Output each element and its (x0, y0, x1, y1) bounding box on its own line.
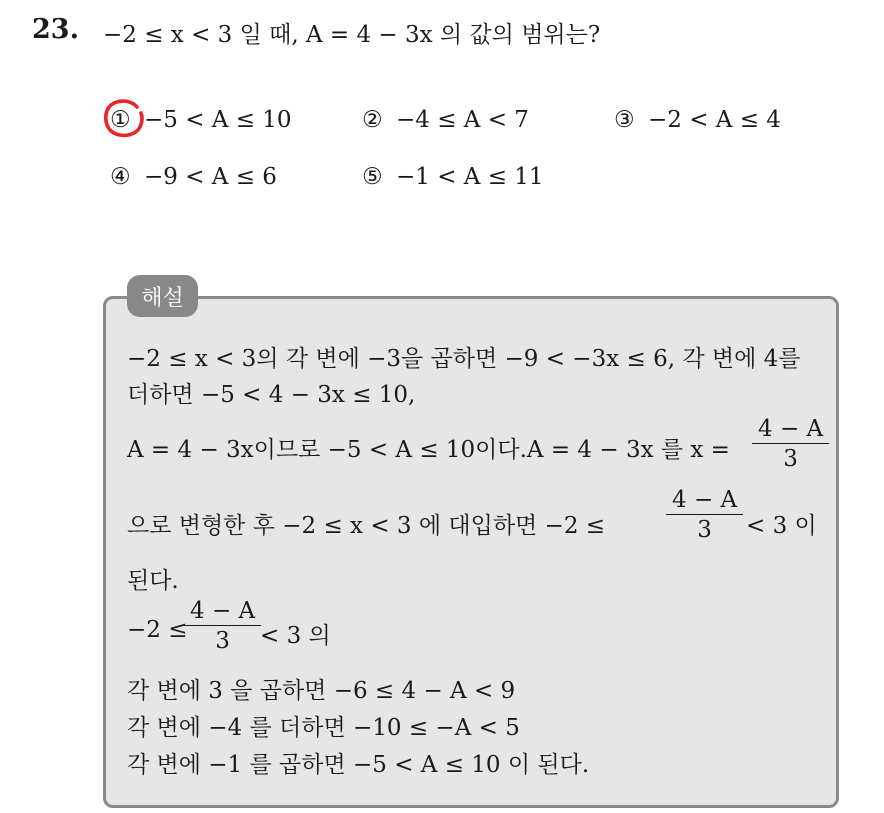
solution-tag: 해설 (127, 275, 198, 317)
fraction-3-numerator: 4 − A (184, 598, 261, 626)
solution-line-7: 각 변에 3 을 곱하면 −6 ≤ 4 − A < 9 (127, 678, 516, 704)
solution-line-4: 으로 변형한 후 −2 ≤ x < 3 에 대입하면 −2 ≤ (127, 513, 606, 539)
fraction-1 (752, 416, 829, 472)
question-text: −2 ≤ x < 3 일 때, A = 4 − 3x 의 값의 범위는? (103, 22, 601, 48)
fraction-1-denominator: 3 (783, 446, 798, 472)
fraction-1-numerator: 4 − A (752, 416, 829, 444)
choice-3[interactable] (614, 107, 781, 133)
choice-1-text: −5 < A ≤ 10 (144, 107, 292, 133)
choice-5-text: −1 < A ≤ 11 (396, 164, 544, 190)
solution-line-1: −2 ≤ x < 3의 각 변에 −3을 곱하면 −9 < −3x ≤ 6, 각 변에 4를 (127, 346, 801, 372)
fraction-3-denominator: 3 (215, 628, 230, 654)
fraction-2-denominator: 3 (697, 517, 712, 543)
solution-line-8: 각 변에 −4 를 더하면 −10 ≤ −A < 5 (127, 715, 520, 741)
choice-2-symbol: ② (362, 107, 383, 133)
choice-2-text: −4 ≤ A < 7 (396, 107, 529, 133)
solution-line-9: 각 변에 −1 를 곱하면 −5 < A ≤ 10 이 된다. (127, 752, 590, 778)
fraction-2-numerator: 4 − A (666, 487, 743, 515)
choice-4[interactable] (110, 164, 277, 190)
choice-4-symbol: ④ (110, 164, 131, 190)
solution-line-3: A = 4 − 3x이므로 −5 < A ≤ 10이다.A = 4 − 3x 를 x = (127, 437, 730, 463)
solution-line-6: −2 ≤ (127, 617, 188, 643)
choice-3-symbol: ③ (614, 107, 635, 133)
choice-1-symbol: ① (110, 107, 131, 133)
solution-line-4-tail: < 3 이 (746, 513, 817, 539)
choice-4-text: −9 < A ≤ 6 (144, 164, 277, 190)
choice-2[interactable] (362, 107, 529, 133)
choice-3-text: −2 < A ≤ 4 (648, 107, 781, 133)
question-number: 23. (32, 14, 79, 45)
fraction-3 (184, 598, 261, 654)
fraction-2 (666, 487, 743, 543)
choice-5[interactable] (362, 164, 544, 190)
solution-line-6-tail: < 3 의 (260, 623, 331, 649)
solution-line-5: 된다. (127, 568, 179, 594)
answer-circle-mark-icon (101, 97, 145, 139)
solution-line-2: 더하면 −5 < 4 − 3x ≤ 10, (127, 382, 416, 408)
choice-5-symbol: ⑤ (362, 164, 383, 190)
